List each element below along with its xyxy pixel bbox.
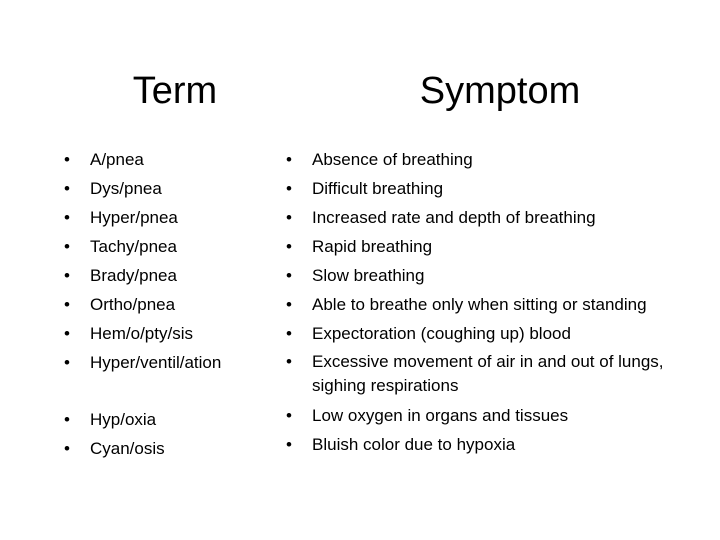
- term-list: [58, 145, 308, 377]
- bullet-icon: •: [286, 406, 292, 425]
- term-item-cyanosis: [58, 434, 308, 463]
- term-item-dyspnea: [58, 174, 308, 203]
- symptom-text: Absence of breathing: [312, 150, 473, 169]
- term-text: Cyan/osis: [90, 439, 165, 458]
- symptom-item: [280, 290, 700, 319]
- term-text: Tachy/pnea: [90, 237, 177, 256]
- symptom-item: [280, 261, 700, 290]
- bullet-icon: •: [286, 150, 292, 169]
- symptom-text: Increased rate and depth of breathing: [312, 208, 596, 227]
- term-text: Ortho/pnea: [90, 295, 176, 314]
- symptom-text: Able to breathe only when sitting or standing: [312, 295, 647, 314]
- term-item-apnea: [58, 145, 308, 174]
- bullet-icon: •: [64, 179, 70, 198]
- symptom-text: Difficult breathing: [312, 179, 444, 198]
- bullet-icon: •: [64, 208, 70, 227]
- term-item-hyperpnea: [58, 203, 308, 232]
- bullet-icon: •: [286, 179, 292, 198]
- bullet-icon: •: [64, 295, 70, 314]
- term-text: Dys/pnea: [90, 179, 162, 198]
- symptom-item: [280, 348, 700, 401]
- symptom-text: Expectoration (coughing up) blood: [312, 324, 571, 343]
- symptom-text: Bluish color due to hypoxia: [312, 435, 516, 454]
- symptom-text: Low oxygen in organs and tissues: [312, 406, 569, 425]
- symptom-text: Excessive movement of air in and out of lungs, sighing respirations: [312, 352, 664, 395]
- bullet-icon: •: [64, 324, 70, 343]
- bullet-icon: •: [64, 353, 70, 372]
- symptom-heading: Symptom: [419, 70, 581, 112]
- symptom-item: [280, 430, 700, 459]
- symptom-item: [280, 145, 700, 174]
- bullet-icon: •: [286, 237, 292, 256]
- bullet-icon: •: [286, 352, 292, 371]
- bullet-icon: •: [64, 237, 70, 256]
- term-list-extra: [58, 405, 308, 463]
- bullet-icon: •: [64, 410, 70, 429]
- term-text: Brady/pnea: [90, 266, 177, 285]
- term-item-bradypnea: [58, 261, 308, 290]
- bullet-icon: •: [64, 150, 70, 169]
- term-item-orthopnea: [58, 290, 308, 319]
- term-heading: Term: [132, 70, 218, 112]
- symptom-item: [280, 319, 700, 348]
- term-text: Hyper/ventil/ation: [90, 353, 222, 372]
- symptom-item: [280, 401, 700, 430]
- symptom-item: [280, 203, 700, 232]
- bullet-icon: •: [286, 324, 292, 343]
- term-item-hemoptysis: [58, 319, 308, 348]
- bullet-icon: •: [286, 295, 292, 314]
- term-text: Hyp/oxia: [90, 410, 157, 429]
- term-text: A/pnea: [90, 150, 144, 169]
- symptom-item: [280, 232, 700, 261]
- bullet-icon: •: [64, 266, 70, 285]
- term-item-hyperventilation: [58, 348, 308, 377]
- term-text: Hyper/pnea: [90, 208, 178, 227]
- bullet-icon: •: [64, 439, 70, 458]
- symptom-text: Rapid breathing: [312, 237, 433, 256]
- bullet-icon: •: [286, 266, 292, 285]
- term-text: Hem/o/pty/sis: [90, 324, 193, 343]
- symptom-list: [280, 145, 700, 459]
- term-item-tachypnea: [58, 232, 308, 261]
- bullet-icon: •: [286, 208, 292, 227]
- symptom-item: [280, 174, 700, 203]
- bullet-icon: •: [286, 435, 292, 454]
- symptom-text: Slow breathing: [312, 266, 425, 285]
- term-item-hypoxia: [58, 405, 308, 434]
